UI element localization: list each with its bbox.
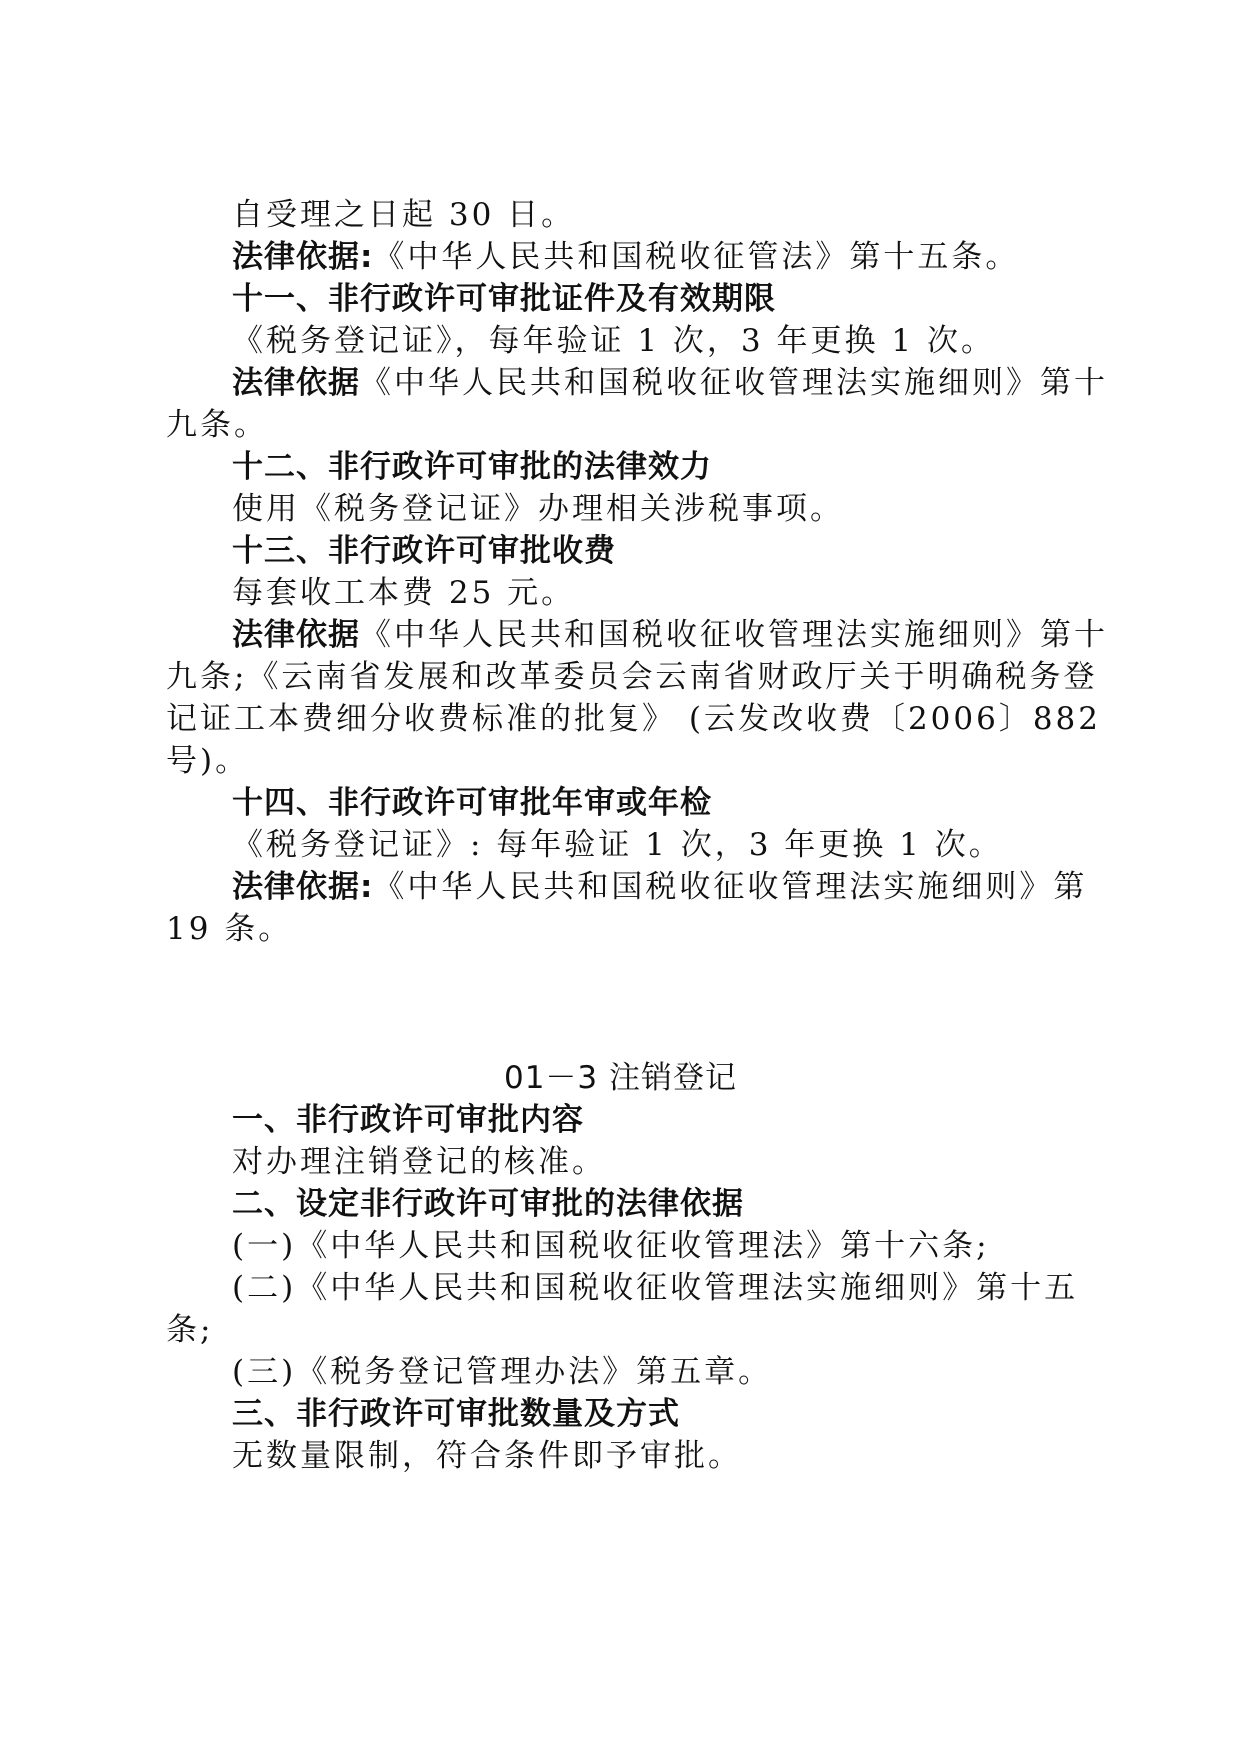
body-line: 每套收工本费 25 元。: [232, 575, 576, 611]
section-heading: 十三、非行政许可审批收费: [232, 533, 616, 569]
body-line-continued: 19 条。: [166, 911, 293, 947]
body-line: 无数量限制，符合条件即予审批。: [232, 1438, 742, 1474]
legal-basis-line: [232, 867, 1088, 907]
section-heading: 一、非行政许可审批内容: [232, 1102, 584, 1138]
legal-basis-label: 法律依据:: [232, 239, 374, 275]
body-line: 自受理之日起 30 日。: [232, 197, 576, 233]
legal-basis-label: 法律依据:: [232, 869, 374, 905]
body-line: 对办理注销登记的核准。: [232, 1144, 606, 1180]
legal-basis-text: 《中华人民共和国税收征收管理法实施细则》第十: [360, 365, 1108, 401]
body-line-continued: 条;: [166, 1312, 214, 1348]
section-heading: 十二、非行政许可审批的法律效力: [232, 449, 712, 485]
body-line-continued: 记证工本费细分收费标准的批复》 (云发改收费〔2006〕882: [166, 701, 1102, 737]
legal-basis-label: 法律依据: [232, 617, 360, 653]
body-line: 使用《税务登记证》办理相关涉税事项。: [232, 491, 844, 527]
legal-basis-text: 《中华人民共和国税收征收管理法实施细则》第: [373, 869, 1088, 905]
legal-basis-text: 《中华人民共和国税收征管法》第十五条。: [373, 239, 1020, 275]
body-line: 《税务登记证》，每年验证 1 次，3 年更换 1 次。: [232, 323, 995, 359]
section-heading: 三、非行政许可审批数量及方式: [232, 1396, 680, 1432]
section-heading: 二、设定非行政许可审批的法律依据: [232, 1186, 744, 1222]
legal-basis-label: 法律依据: [232, 365, 360, 401]
body-line-continued: 九条。: [166, 407, 268, 443]
section-heading: 十一、非行政许可审批证件及有效期限: [232, 281, 776, 317]
list-item: (三)《税务登记管理办法》第五章。: [232, 1354, 773, 1390]
body-line-continued: 号)。: [166, 743, 250, 779]
body-line: 《税务登记证》: 每年验证 1 次，3 年更换 1 次。: [232, 827, 1003, 863]
list-item: (二)《中华人民共和国税收征收管理法实施细则》第十五: [232, 1270, 1079, 1306]
section-heading: 十四、非行政许可审批年审或年检: [232, 785, 712, 821]
legal-basis-line: [232, 363, 1108, 403]
list-item: (一)《中华人民共和国税收征收管理法》第十六条;: [232, 1228, 990, 1264]
chapter-title: 01－3 注销登记: [503, 1060, 738, 1096]
legal-basis-text: 《中华人民共和国税收征收管理法实施细则》第十: [360, 617, 1108, 653]
legal-basis-line: [232, 237, 1072, 277]
legal-basis-line: [232, 615, 1108, 655]
body-line-continued: 九条;《云南省发展和改革委员会云南省财政厅关于明确税务登: [166, 659, 1098, 695]
